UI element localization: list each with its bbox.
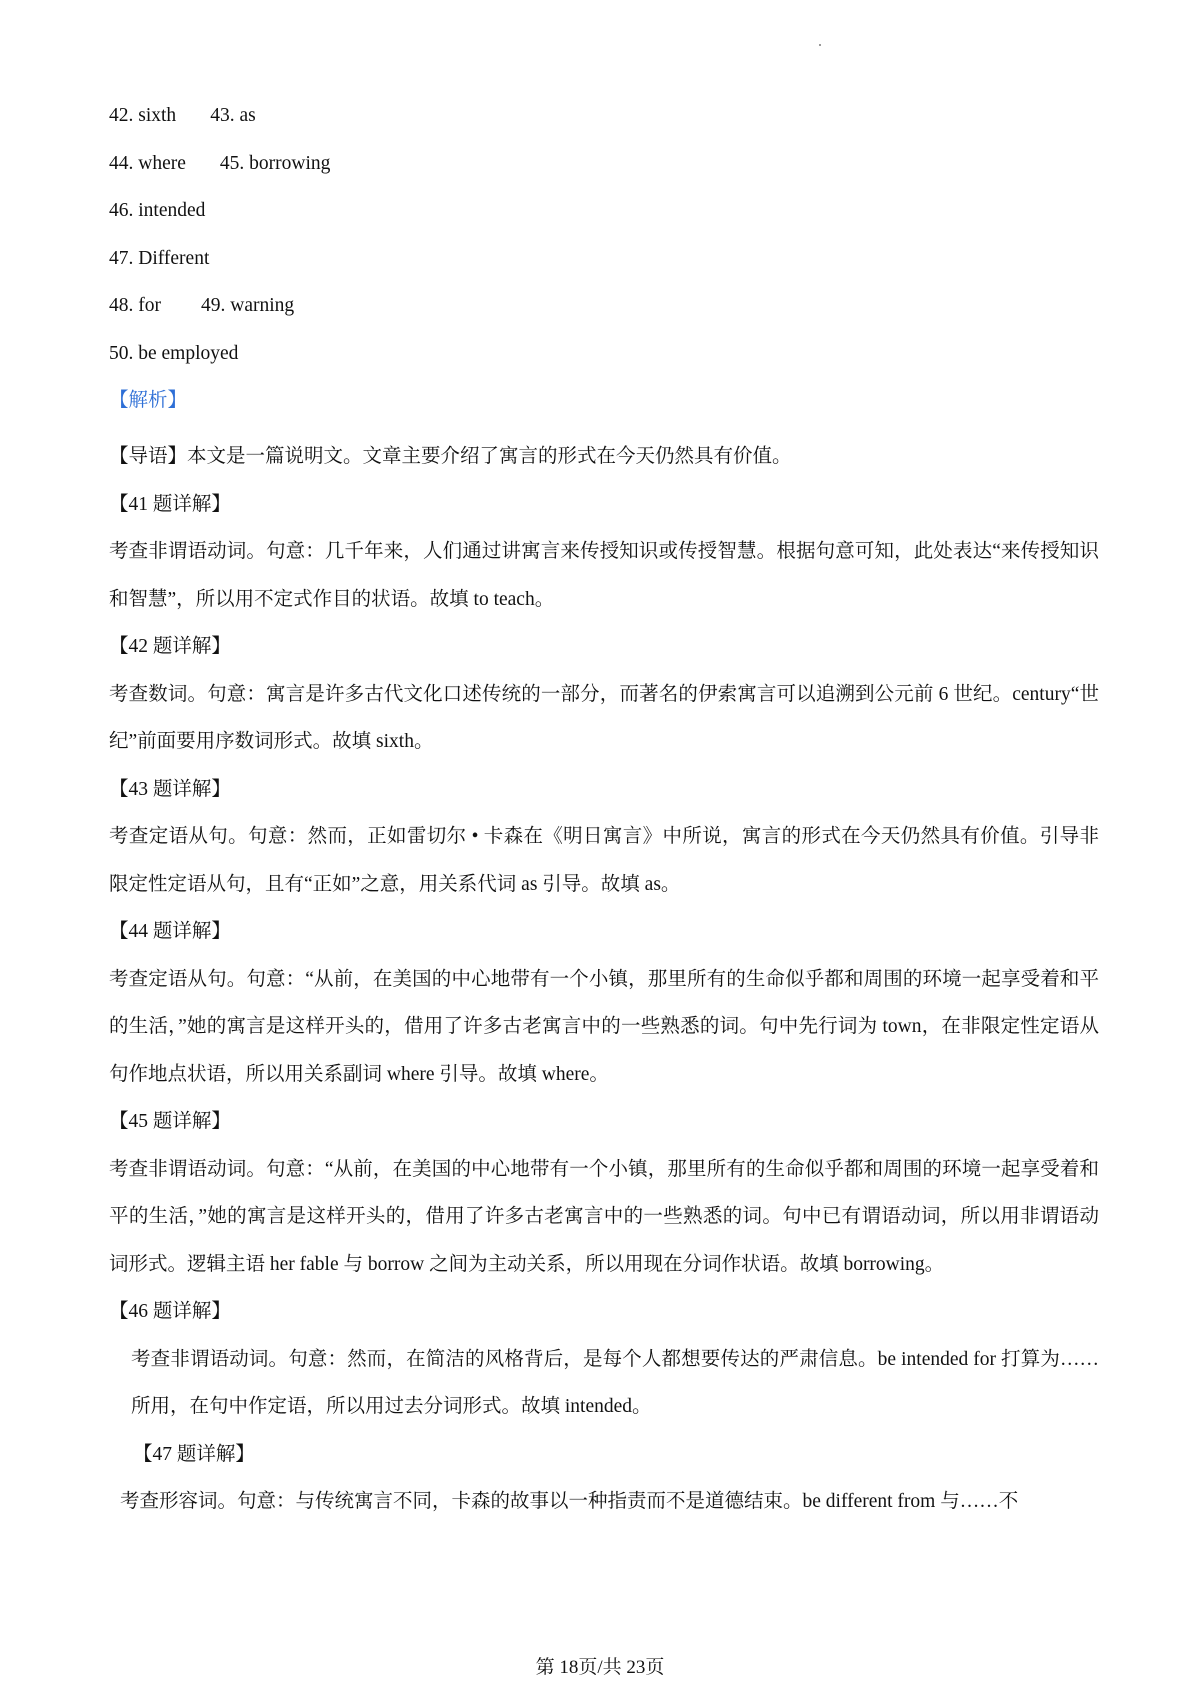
- section-heading-42: 【42 题详解】: [109, 636, 231, 657]
- answer-item: 48. for: [109, 295, 161, 316]
- intro-paragraph: 【导语】本文是一篇说明文。文章主要介绍了寓言的形式在今天仍然具有价值。: [109, 446, 792, 467]
- answer-item: 46. intended: [109, 200, 206, 221]
- answer-row: [109, 149, 1099, 197]
- answer-item: 50. be employed: [109, 342, 239, 364]
- section-heading-44: 【44 题详解】: [109, 921, 231, 942]
- section-heading-43: 【43 题详解】: [109, 778, 231, 800]
- page-content: [109, 101, 1099, 1526]
- answer-row: [109, 196, 1099, 244]
- section-body-44: 考查定语从句。句意：“从前，在美国的中心地带有一个小镇，那里所有的生命似乎都和周围的环境一起享受着和平的生活，”她的寓言是这样开头的，借用了许多古老寓言中的一些熟悉的词。句中先行词为 town，在非限定性定语从句作地点状语，所以用关系副词 where 引导。故填 where。: [109, 968, 1099, 1085]
- section-heading-45: 【45 题详解】: [109, 1111, 231, 1132]
- answer-item: 47. Different: [109, 247, 210, 269]
- answer-item: 42. sixth: [109, 105, 177, 126]
- answer-row: [109, 244, 1099, 292]
- answer-item: 49. warning: [201, 295, 295, 316]
- answer-row: [109, 339, 1099, 387]
- section-heading-41: 【41 题详解】: [109, 493, 231, 515]
- analysis-label: 【解析】: [109, 390, 188, 411]
- corner-dot: [819, 44, 821, 46]
- page-number-footer: 第 18页/共 23页: [535, 1657, 665, 1678]
- section-body-43: 考查定语从句。句意：然而，正如雷切尔 • 卡森在《明日寓言》中所说，寓言的形式在今天仍然具有价值。引导非限定性定语从句，且有“正如”之意，用关系代词 as 引导。故填 as。: [109, 826, 1099, 895]
- section-body-45: 考查非谓语动词。句意：“从前，在美国的中心地带有一个小镇，那里所有的生命似乎都和周围的环境一起享受着和平的生活，”她的寓言是这样开头的，借用了许多古老寓言中的一些熟悉的词。句中已有谓语动词，所以用非谓语动词形式。逻辑主语 her fable 与 borrow 之间为主动关系，所以用现在分词作状语。故填 borrowing。: [109, 1158, 1099, 1275]
- answer-list: [109, 101, 1099, 386]
- section-body-41: 考查非谓语动词。句意：几千年来，人们通过讲寓言来传授知识或传授智慧。根据句意可知，此处表达“来传授知识和智慧”，所以用不定式作目的状语。故填 to teach。: [109, 541, 1099, 610]
- answer-item: 44. where: [109, 152, 186, 174]
- answer-item: 43. as: [210, 105, 256, 126]
- answer-row: [109, 291, 1099, 339]
- section-body-47: 考查形容词。句意：与传统寓言不同，卡森的故事以一种指责而不是道德结束。be different from 与……不: [120, 1491, 1019, 1512]
- section-body-42: 考查数词。句意：寓言是许多古代文化口述传统的一部分，而著名的伊索寓言可以追溯到公元前 6 世纪。century“世纪”前面要用序数词形式。故填 sixth。: [109, 683, 1099, 752]
- section-body-46: 考查非谓语动词。句意：然而，在简洁的风格背后，是每个人都想要传达的严肃信息。be intended for 打算为……所用，在句中作定语，所以用过去分词形式。故填 intended。: [131, 1348, 1099, 1417]
- answer-item: 45. borrowing: [219, 152, 331, 174]
- answer-row: [109, 101, 1099, 149]
- section-heading-46: 【46 题详解】: [109, 1301, 231, 1322]
- section-heading-47: 【47 题详解】: [133, 1443, 255, 1465]
